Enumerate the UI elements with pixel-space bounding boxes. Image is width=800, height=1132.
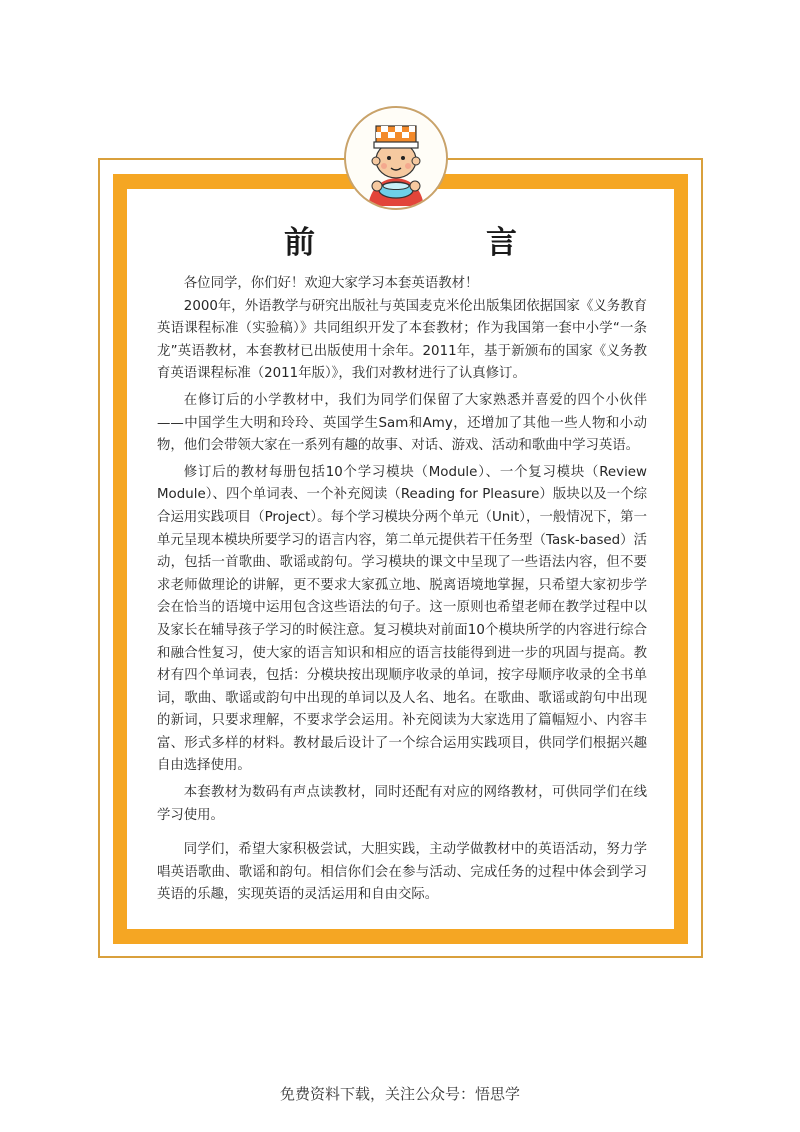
page-title: 前 言 <box>284 225 587 261</box>
footer-note: 免费资料下载，关注公众号：悟思学 <box>279 1085 520 1103</box>
paragraph-characters: 在修订后的小学教材中，我们为同学们保留了大家熟悉并喜爱的四个小伙伴——中国学生大明和玲玲、英国学生Sam和Amy，还增加了其他一些人物和小动物，他们会带领大家在一系列有趣的故事、对话、游戏、活动和歌曲中学习英语。 <box>157 392 647 454</box>
paragraph-digital: 本套教材为数码有声点读教材，同时还配有对应的网络教材，可供同学们在线学习使用。 <box>157 785 647 823</box>
preface-body <box>157 273 647 907</box>
cartoon-boy-chef-icon <box>344 106 448 210</box>
paragraph-structure: 修订后的教材每册包括10个学习模块（Module）、一个复习模块（Review Module）、四个单词表、一个补充阅读（Reading for Pleasure）版块以及一个综合运用实践项目（Project）。每个学习模块分两个单元（Unit），一般情况下，第一单元呈现本模块所要学习的语言内容，第二单元提供若干任务型（Task-based）活动，包括一首歌曲、歌谣或韵句。学习模块的课文中呈现了一些语法内容，但不要求老师做理论的讲解，更不要求大家孤立地、脱离语境地掌握，只希望大家初步学会在恰当的语境中运用包含这些语法的句子。这一原则也希望老师在教学过程中以及家长在辅导孩子学习的时候注意。复习模块对前面10个模块所学的内容进行综合和融合性复习，使大家的语言知识和相应的语言技能得到进一步的巩固与提高。教材有四个单词表，包括：分模块按出现顺序收录的单词，按字母顺序收录的全书单词，歌曲、歌谣或韵句中出现的单词以及人名、地名。在歌曲、歌谣或韵句中出现的新词，只要求理解，不要求学会运用。补充阅读为大家选用了篇幅短小、内容丰富、形式多样的材料。教材最后设计了一个综合运用实践项目，供同学们根据兴趣自由选择使用。 <box>157 464 647 774</box>
paragraph-encouragement: 同学们，希望大家积极尝试，大胆实践，主动学做教材中的英语活动，努力学唱英语歌曲、歌谣和韵句。相信你们会在参与活动、完成任务的过程中体会到学习英语的乐趣，实现英语的灵活运用和自由交际。 <box>157 842 647 903</box>
paragraph-greeting: 各位同学，你们好！欢迎大家学习本套英语教材！ <box>183 276 479 291</box>
paragraph-history: 2000年，外语教学与研究出版社与英国麦克米伦出版集团依据国家《义务教育英语课程标准（实验稿）》共同组织开发了本套教材；作为我国第一套中小学“一条龙”英语教材，本套教材已出版使用十余年。2011年，基于新颁布的国家《义务教育英语课程标准（2011年版）》，我们对教材进行了认真修订。 <box>157 298 647 382</box>
